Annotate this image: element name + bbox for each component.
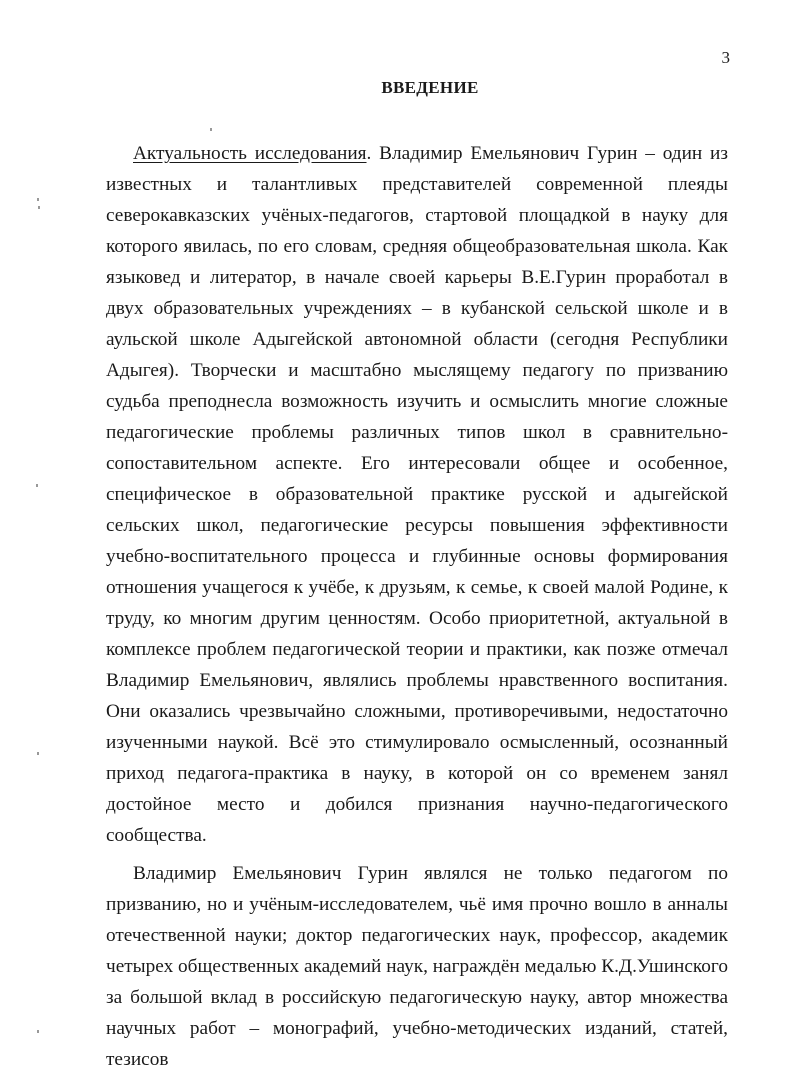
scan-speck <box>37 752 39 755</box>
scan-speck <box>37 198 39 201</box>
page-title: ВВЕДЕНИЕ <box>381 78 479 97</box>
paragraph-biography <box>106 858 728 1075</box>
scan-speck <box>38 206 40 209</box>
section-lead: Актуальность исследования <box>133 143 367 164</box>
scan-speck <box>210 128 212 131</box>
document-body <box>106 138 728 1075</box>
scan-speck <box>37 1030 39 1033</box>
paragraph-text: . Владимир Емельянович Гурин – один из известных и талантливых представителей современной плеяды северокавказских учёных-педагогов, стартовой площадкой в науку для которого явилась, по его словам, средняя общеобразовательная школа. Как языковед и литератор, в начале своей карьеры В.Е.Гурин проработал в двух образовательных учреждениях – в кубанской сельской школе и в аульской школе Адыгейской автономной области (сегодня Республики Адыгея). Творчески и масштабно мыслящему педагогу по призванию судьба преподнесла возможность изучить и осмыслить многие сложные педагогические проблемы различных типов школ в сравнительно-сопоставительном аспекте. Его интересовали общее и особенное, специфическое в образовательной практике русской и адыгейской сельских школ, педагогические ресурсы повышения эффективности учебно-воспитательного процесса и глубинные основы формирования отношения учащегося к учёбе, к друзьям, к семье, к своей малой Родине, к труду, ко многим другим ценностям. Особо приоритетной, актуальной в комплексе проблем педагогической теории и практики, как позже отмечал Владимир Емельянович, являлись проблемы нравственного воспитания. Они оказались чрезвычайно сложными, противоречивыми, недостаточно изученными наукой. Всё это стимулировало осмысленный, осознанный приход педагога-практика в науку, в которой он со временем занял достойное место и добился признания научно-педагогического сообщества. <box>106 143 728 846</box>
scan-speck <box>36 484 38 487</box>
paragraph-text: Владимир Емельянович Гурин являлся не только педагогом по призванию, но и учёным-исследователем, чьё имя прочно вошло в анналы отечественной науки; доктор педагогических наук, профессор, академик четырех общественных академий наук, награждён медалью К.Д.Ушинского за большой вклад в российскую педагогическую науку, автор множества научных работ – монографий, учебно-методических изданий, статей, тезисов <box>106 863 728 1070</box>
page-number: 3 <box>721 48 730 67</box>
paragraph-relevance <box>106 138 728 851</box>
